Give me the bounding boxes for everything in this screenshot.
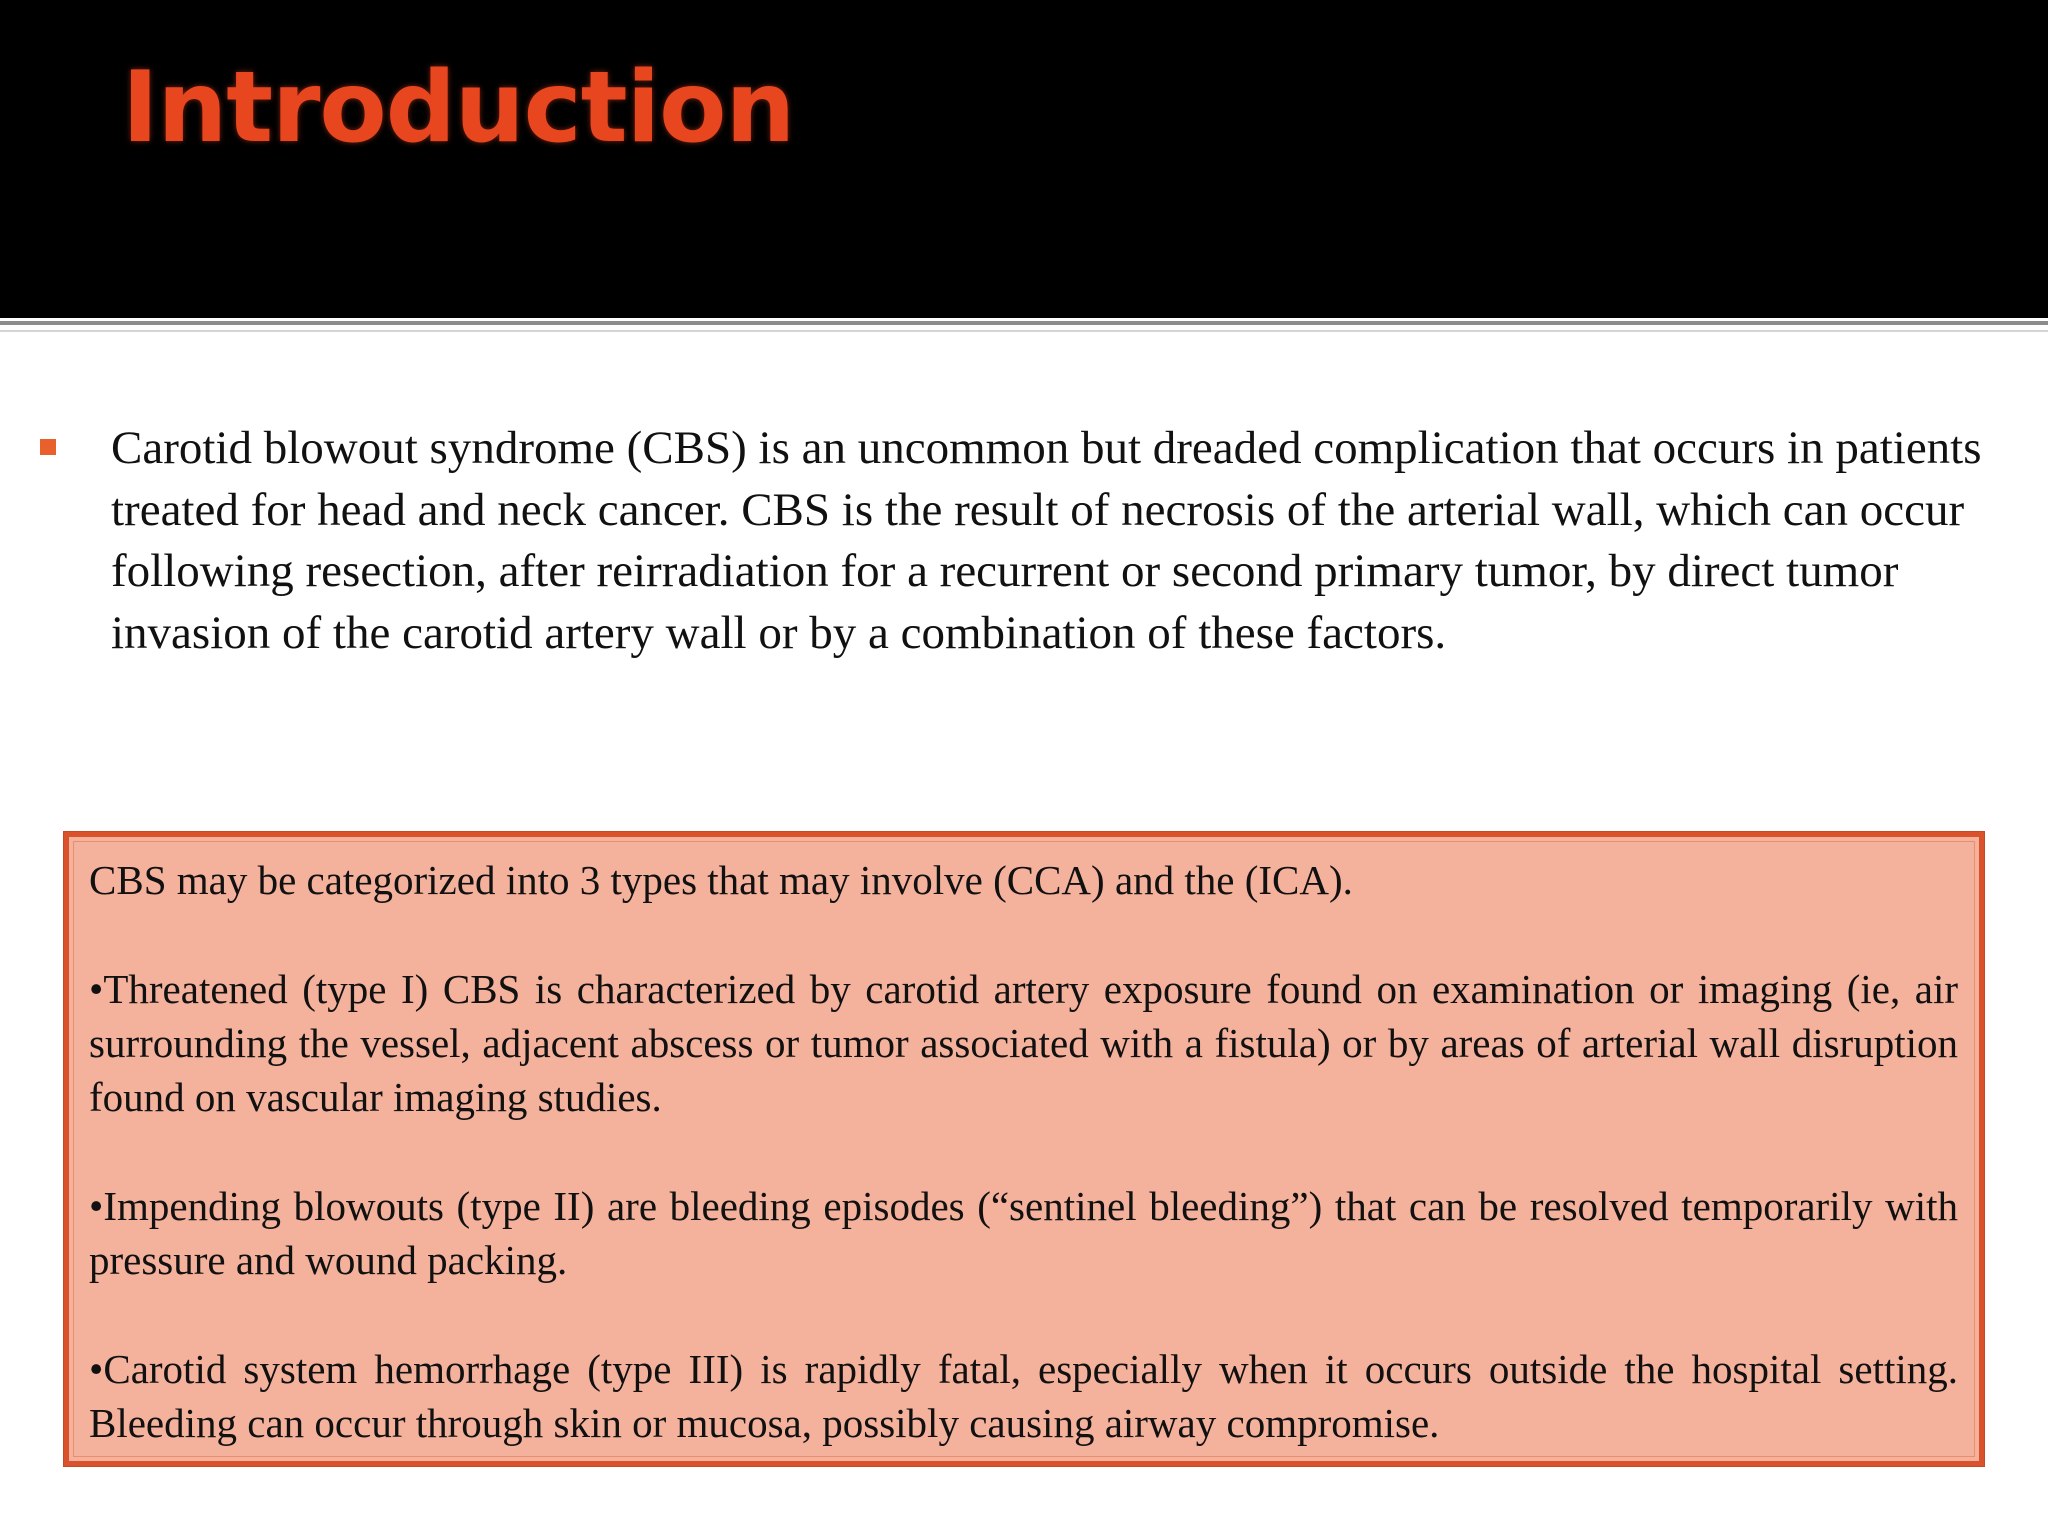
cbs-types-callout [64,832,1984,1466]
callout-intro: CBS may be categorized into 3 types that may involve (CCA) and the (ICA). [89,857,1353,903]
slide-title: Introduction [122,51,795,165]
callout-text [89,853,1958,1450]
header-divider-shadow [0,330,2048,332]
square-bullet-icon [40,439,56,455]
type-2-description: •Impending blowouts (type II) are bleeding episodes (“sentinel bleeding”) that can be resolved temporarily with pressure and wound packing. [89,1183,1958,1283]
type-1-description: •Threatened (type I) CBS is characterized by carotid artery exposure found on examination or imaging (ie, air surrounding the vessel, adjacent abscess or tumor associated with a fistula) or by areas of arterial wall disruption found on vascular imaging studies. [89,966,1958,1120]
header-divider [0,321,2048,325]
bullet-text: Carotid blowout syndrome (CBS) is an uncommon but dreaded complication that occurs in patients treated for head and neck cancer. CBS is the result of necrosis of the arterial wall, which can occur following resection, after reirradiation for a recurrent or second primary tumor, by direct tumor invasion of the carotid artery wall or by a combination of these factors. [111,422,1982,659]
type-3-description: •Carotid system hemorrhage (type III) is rapidly fatal, especially when it occurs outside the hospital setting. Bleeding can occur through skin or mucosa, possibly causing airway compromise. [89,1346,1958,1446]
title-bar [0,0,2048,318]
